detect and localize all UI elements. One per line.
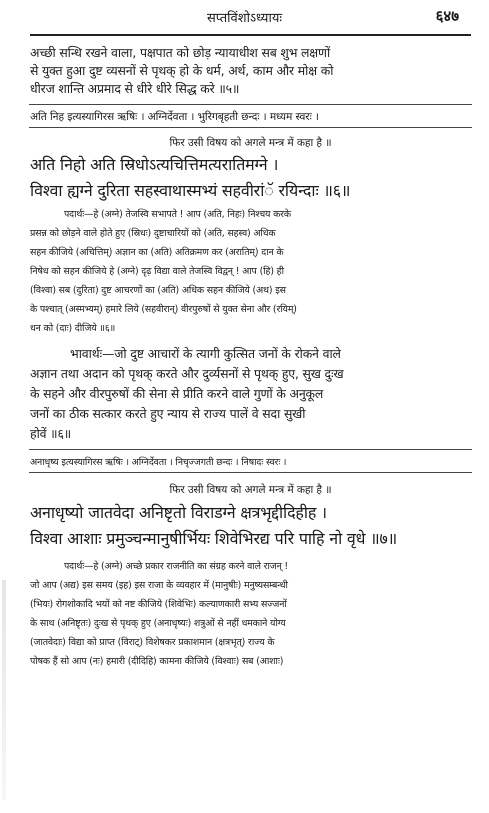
text-line: अनाधृष्य इत्यस्यागिरस ऋषिः । अग्निर्देवता । निचृज्जगती छन्दः । निषादः स्वरः । (30, 457, 287, 468)
text-line: (विश्वा) सब (दुरिता) दुष्ट आचरणों का (अति) अधिक सहन कीजिये (अथ) इस (30, 285, 286, 296)
text-line: अज्ञान तथा अदान को पृथक् करते और दुर्व्यसनों से पृथक् हुए, सुख दुःख (30, 366, 344, 381)
text-line: से युक्त हुआ दुष्ट व्यसनों से पृथक् हो के धर्म, अर्थ, काम और मोक्ष को (30, 63, 334, 78)
text-line: विश्वा ह्यग्ने दुरिता सहस्वाथास्मभ्यं सहवीरांॅ रयिन्दाः ॥६॥ (30, 181, 351, 200)
text-line: प्रसन्न को छोड़ने वाले होते हुए (स्रिधः) दुष्टाचारियों को (अति, सहस्व) अधिक (30, 228, 276, 239)
text-line: के पश्चात् (अस्मभ्यम्) हमारे लिये (सहवीरान्) वीरपुरुषों से युक्त सेना और (रयिम्) (30, 304, 297, 315)
text-line: फिर उसी विषय को अगले मन्त्र में कहा है ॥ (169, 484, 332, 496)
text-line: पोषक हैं सो आप (नः) हमारी (दीदिहि) कामना कीजिये (विश्वाः) सब (आशाः) (30, 656, 284, 667)
text-line: विश्वा आशाः प्रमुञ्चन्मानुषीर्भियः शिवेभिरद्य परि पाहि नो वृधे ॥७॥ (30, 529, 398, 548)
page-edge-shadow (2, 580, 6, 800)
running-title: सप्तविंशोऽध्यायः (206, 11, 283, 26)
text-line: जो आप (अद्य) इस समय (इह) इस राजा के व्यवहार में (मानुषीः) मनुष्यसम्बन्धी (30, 580, 288, 591)
text-line: (जातवेदाः) विद्या को प्राप्त (विराट्) विशेषकर प्रकाशमान (क्षत्रभृत्) राज्य के (30, 637, 275, 648)
page-number: ६४७ (435, 7, 459, 25)
text-line: फिर उसी विषय को अगले मन्त्र में कहा है ॥ (169, 137, 332, 149)
text-line: के सहने और वीरपुरुषों की सेना से प्रीति करने वाले गुणों के अनुकूल (30, 386, 324, 401)
header-rule (30, 34, 471, 36)
text-line: पदार्थः—हे (अग्ने) तेजस्वि सभापते ! आप (अति, निहः) निश्चय करके (64, 209, 291, 220)
text-line: के साथ (अनिष्टृतः) दुःख से पृथक् हुए (अनाधृष्यः) शत्रुओं से नहीं धमकाने योग्य (30, 618, 286, 629)
text-line: पदार्थः—हे (अग्ने) अच्छे प्रकार राजनीति का संग्रह करने वाले राजन् ! (64, 561, 289, 572)
text-line: निषेध को सहन कीजिये हे (अग्ने) दृढ़ विद्या वाले तेजस्वि विद्वन् ! आप (हि) ही (30, 266, 284, 277)
text-line: धीरज शान्ति अप्रमाद से धीरे धीरे सिद्ध करे ॥५॥ (30, 81, 240, 96)
text-line: सहन कीजिये (अचित्तिम्) अज्ञान का (अति) अतिक्रमण कर (अरातिम्) दान के (30, 247, 284, 258)
text-line: अनाधृष्यो जातवेदा अनिष्टृतो विराडग्ने क्षत्रभृद्दीदिहीह । (30, 503, 327, 522)
page-header (0, 6, 489, 32)
text-line: अति निहो अति स्रिधोऽत्यचित्तिमत्यरातिमग्ने । (30, 155, 279, 174)
text-line: (भियः) रोगशोकादि भयों को नष्ट कीजिये (शिवेभिः) कल्याणकारी सभ्य सज्जनों (30, 599, 287, 610)
text-line: अति निह इत्यस्यागिरस ऋषिः । अग्निर्देवता । भुरिगबृहती छन्दः । मध्यम स्वरः । (30, 111, 319, 123)
text-line: भावार्थः—जो दुष्ट आचारों के त्यागी कुत्सित जनों के रोकने वाले (70, 346, 341, 361)
text-line: जनों का ठीक सत्कार करते हुए न्याय से राज्य पालें वे सदा सुखी (30, 406, 306, 421)
text-line: होवें ॥६॥ (30, 426, 72, 441)
text-line: अच्छी सन्धि रखने वाला, पक्षपात को छोड़ न्यायाधीश सब शुभ लक्षणों (30, 45, 331, 60)
text-line: धन को (दाः) दीजिये ॥६॥ (30, 323, 116, 334)
